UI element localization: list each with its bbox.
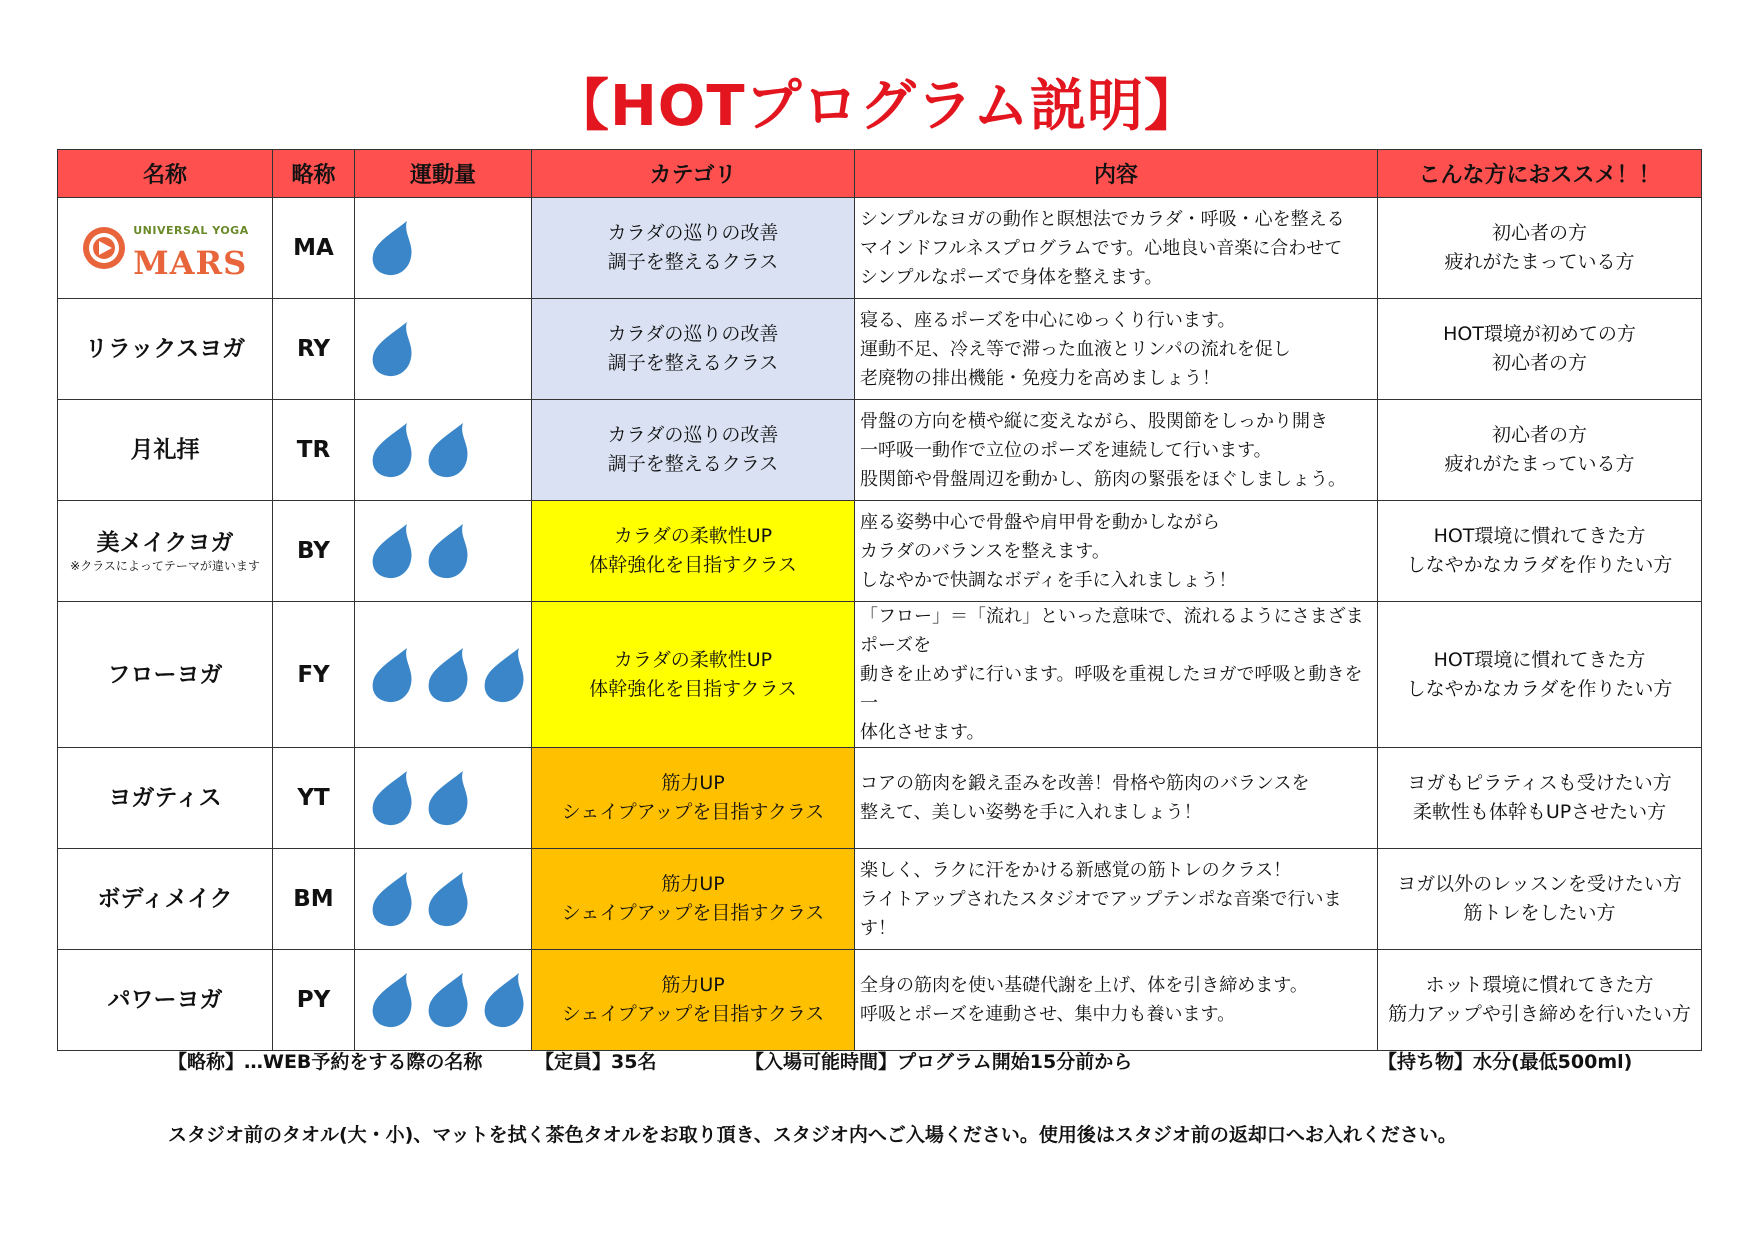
table-row <box>58 198 1702 299</box>
exercise-amount <box>355 501 532 602</box>
sweat-drop-icon <box>481 646 527 704</box>
table-row <box>58 950 1702 1051</box>
sweat-drop-icon <box>369 870 415 928</box>
program-name-text: 月礼拝 <box>130 437 200 463</box>
category-text: カラダの柔軟性UP 体幹強化を目指すクラス <box>589 525 797 576</box>
table-row <box>58 849 1702 950</box>
program-name-text: リラックスヨガ <box>84 336 246 362</box>
program-category <box>532 602 855 748</box>
page-title: 【HOTプログラム説明】 <box>552 74 1202 139</box>
program-name <box>58 299 273 400</box>
program-name <box>58 950 273 1051</box>
sweat-drop-icon <box>425 971 471 1029</box>
program-content: 座る姿勢中心で骨盤や肩甲骨を動かしながら カラダのバランスを整えます。 しなやかで快調なボディを手に入れましょう！ <box>855 501 1378 602</box>
category-text: カラダの巡りの改善 調子を整えるクラス <box>607 424 779 475</box>
footer-belongings: 【持ち物】水分(最低500ml) <box>1378 1051 1633 1073</box>
program-category <box>532 299 855 400</box>
sweat-drop-icon <box>369 769 415 827</box>
category-text: 筋力UP シェイプアップを目指すクラス <box>561 873 825 924</box>
sweat-drop-icon <box>425 646 471 704</box>
program-content: 骨盤の方向を横や縦に変えながら、股関節をしっかり開き 一呼吸一動作で立位のポーズを連続して行います。 股関節や骨盤周辺を動かし、筋肉の緊張をほぐしましょう。 <box>855 400 1378 501</box>
program-name <box>58 198 273 299</box>
table-body <box>58 198 1702 1051</box>
exercise-amount <box>355 299 532 400</box>
program-abbr: PY <box>273 950 355 1051</box>
program-content: 楽しく、ラクに汗をかける新感覚の筋トレのクラス！ ライトアップされたスタジオでアップテンポな音楽で行います！ <box>855 849 1378 950</box>
program-abbr: BY <box>273 501 355 602</box>
table-header-row <box>58 150 1702 198</box>
table-row <box>58 602 1702 748</box>
sweat-drop-icon <box>425 522 471 580</box>
program-name <box>58 400 273 501</box>
program-category <box>532 501 855 602</box>
program-content: 「フロー」＝「流れ」といった意味で、流れるようにさまざまポーズを 動きを止めずに行います。呼吸を重視したヨガで呼吸と動きを一 体化させます。 <box>855 602 1378 748</box>
program-recommend: ヨガ以外のレッスンを受けたい方 筋トレをしたい方 <box>1378 849 1702 950</box>
header-recommend: こんな方におススメ！！ <box>1378 150 1702 198</box>
program-name <box>58 748 273 849</box>
program-abbr: BM <box>273 849 355 950</box>
program-category <box>532 748 855 849</box>
program-name-text: フローヨガ <box>107 661 223 688</box>
exercise-amount <box>355 849 532 950</box>
footer-abbr-note: 【略称】…WEB予約をする際の名称 <box>168 1051 483 1073</box>
program-recommend: 初心者の方 疲れがたまっている方 <box>1378 198 1702 299</box>
category-text: 筋力UP シェイプアップを目指すクラス <box>561 772 825 823</box>
category-text: カラダの柔軟性UP 体幹強化を目指すクラス <box>589 648 797 700</box>
exercise-amount <box>355 950 532 1051</box>
exercise-amount <box>355 400 532 501</box>
footer-towel-note: スタジオ前のタオル(大・小)、マットを拭く茶色タオルをお取り頂き、スタジオ内へご入場ください。使用後はスタジオ前の返却口へお入れください。 <box>168 1124 1457 1146</box>
program-name <box>58 602 273 748</box>
program-note: ※クラスによってテーマが違います <box>70 559 260 573</box>
mars-logo <box>58 216 272 280</box>
program-recommend: ヨガもピラティスも受けたい方 柔軟性も体幹もUPさせたい方 <box>1378 748 1702 849</box>
program-category <box>532 950 855 1051</box>
program-content: シンプルなヨガの動作と瞑想法でカラダ・呼吸・心を整える マインドフルネスプログラムです。心地良い音楽に合わせて シンプルなポーズで身体を整えます。 <box>855 198 1378 299</box>
exercise-amount <box>355 602 532 748</box>
header-category: カテゴリ <box>532 150 855 198</box>
table-row <box>58 400 1702 501</box>
sweat-drop-icon <box>369 971 415 1029</box>
program-abbr: FY <box>273 602 355 748</box>
program-name <box>58 849 273 950</box>
sweat-drop-icon <box>425 421 471 479</box>
program-name <box>58 501 273 602</box>
program-abbr: TR <box>273 400 355 501</box>
program-recommend: HOT環境が初めての方 初心者の方 <box>1378 299 1702 400</box>
sweat-drop-icon <box>369 320 415 378</box>
category-text: カラダの巡りの改善 調子を整えるクラス <box>607 222 779 273</box>
table-row <box>58 501 1702 602</box>
header-name: 名称 <box>58 150 273 198</box>
header-content: 内容 <box>855 150 1378 198</box>
logo-subtitle: UNIVERSAL YOGA <box>133 224 249 237</box>
category-text: カラダの巡りの改善 調子を整えるクラス <box>607 323 779 374</box>
program-category <box>532 400 855 501</box>
program-recommend: 初心者の方 疲れがたまっている方 <box>1378 400 1702 501</box>
category-text: 筋力UP シェイプアップを目指すクラス <box>561 974 825 1025</box>
program-abbr: MA <box>273 198 355 299</box>
sweat-drop-icon <box>425 870 471 928</box>
program-content: コアの筋肉を鍛え歪みを改善！骨格や筋肉のバランスを 整えて、美しい姿勢を手に入れましょう！ <box>855 748 1378 849</box>
header-abbr: 略称 <box>273 150 355 198</box>
program-recommend: ホット環境に慣れてきた方 筋力アップや引き締めを行いたい方 <box>1378 950 1702 1051</box>
footer-entry-time: 【入場可能時間】プログラム開始15分前から <box>745 1051 1133 1073</box>
program-recommend: HOT環境に慣れてきた方 しなやかなカラダを作りたい方 <box>1378 602 1702 748</box>
logo-title: MARS <box>133 244 248 282</box>
program-name-text: ボディメイク <box>97 886 233 912</box>
sweat-drop-icon <box>481 971 527 1029</box>
sweat-drop-icon <box>425 769 471 827</box>
table-row <box>58 299 1702 400</box>
program-name-text: ヨガティス <box>108 785 222 811</box>
program-recommend: HOT環境に慣れてきた方 しなやかなカラダを作りたい方 <box>1378 501 1702 602</box>
program-abbr: RY <box>273 299 355 400</box>
program-table <box>57 149 1702 1051</box>
exercise-amount <box>355 198 532 299</box>
sweat-drop-icon <box>369 522 415 580</box>
table-row <box>58 748 1702 849</box>
sweat-drop-icon <box>369 421 415 479</box>
program-category <box>532 849 855 950</box>
exercise-amount <box>355 748 532 849</box>
program-abbr: YT <box>273 748 355 849</box>
program-name-text: 美メイクヨガ <box>96 530 234 556</box>
program-content: 寝る、座るポーズを中心にゆっくり行います。 運動不足、冷え等で滞った血液とリンパの流れを促し 老廃物の排出機能・免疫力を高めましょう！ <box>855 299 1378 400</box>
program-name-text: パワーヨガ <box>107 987 223 1013</box>
footer-capacity: 【定員】35名 <box>535 1051 657 1073</box>
program-category <box>532 198 855 299</box>
mars-logo-icon <box>81 225 127 271</box>
sweat-drop-icon <box>369 646 415 704</box>
header-amount: 運動量 <box>355 150 532 198</box>
sweat-drop-icon <box>369 219 415 277</box>
program-content: 全身の筋肉を使い基礎代謝を上げ、体を引き締めます。 呼吸とポーズを連動させ、集中力も養います。 <box>855 950 1378 1051</box>
